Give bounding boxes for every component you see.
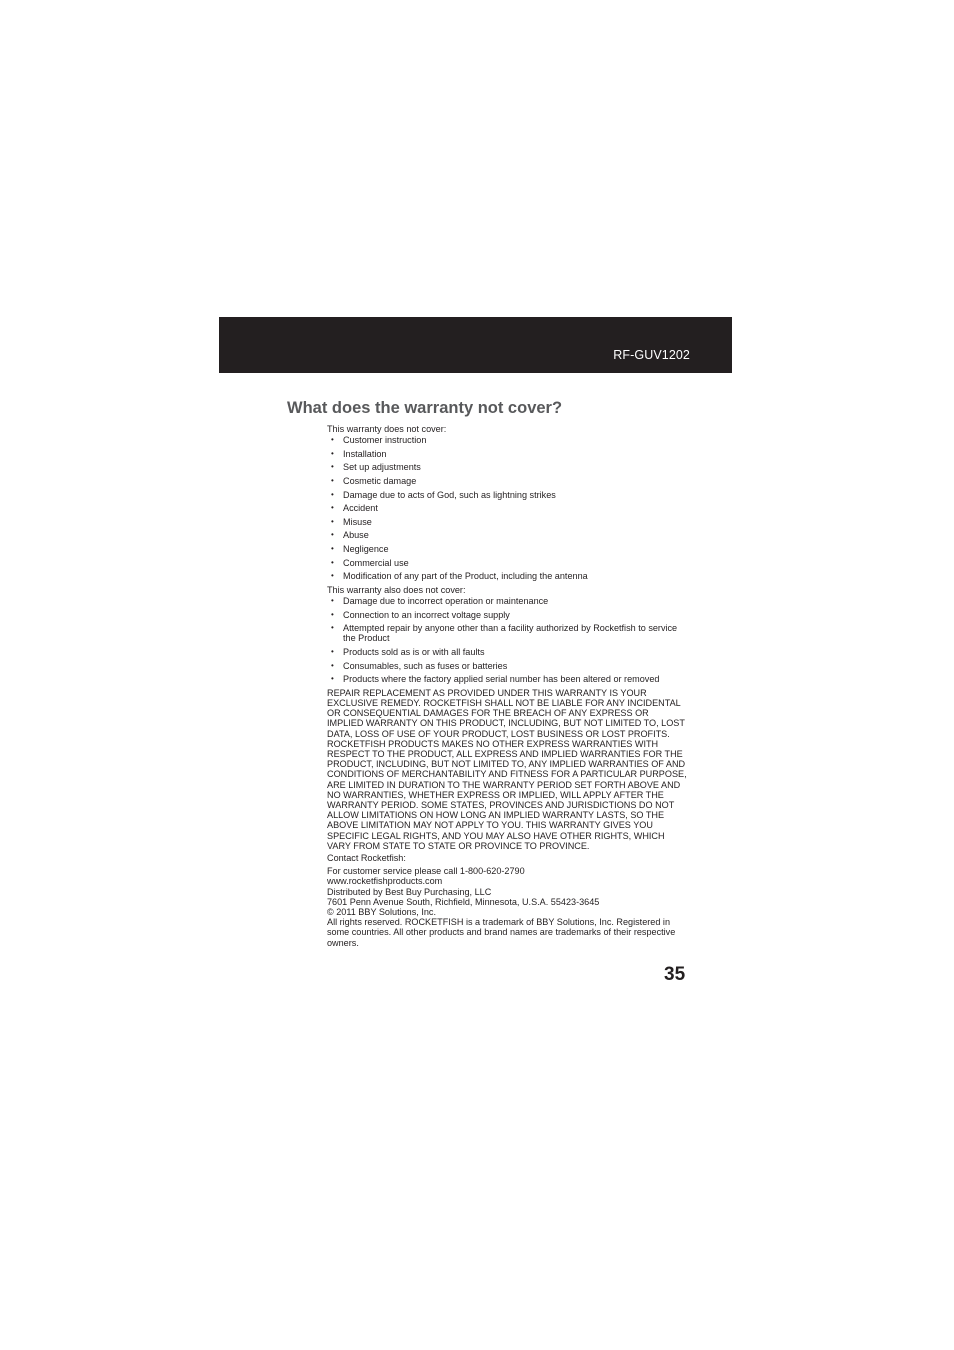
page-number: 35 — [664, 964, 686, 985]
not-covered-list — [327, 435, 687, 581]
list-item: • Products where the factory applied serial number has been altered or removed — [327, 674, 687, 684]
list-item: • Damage due to acts of God, such as lightning strikes — [327, 490, 687, 500]
list-item: • Set up adjustments — [327, 462, 687, 472]
list-item: • Commercial use — [327, 558, 687, 568]
list-item: • Customer instruction — [327, 435, 687, 445]
intro-also-not-covered: This warranty also does not cover: — [327, 584, 466, 595]
address-line: 7601 Penn Avenue South, Richfield, Minnesota, U.S.A. 55423-3645 — [327, 896, 600, 907]
list-item: • Modification of any part of the Product, including the antenna — [327, 571, 687, 581]
list-item: • Installation — [327, 449, 687, 459]
list-item: • Attempted repair by anyone other than a facility authorized by Rocketfish to service the Product — [327, 623, 687, 643]
list-item: • Consumables, such as fuses or batteries — [327, 661, 687, 671]
list-item: • Cosmetic damage — [327, 476, 687, 486]
also-not-covered-list — [327, 596, 687, 684]
list-item: • Negligence — [327, 544, 687, 554]
list-item: • Abuse — [327, 530, 687, 540]
intro-not-covered: This warranty does not cover: — [327, 424, 447, 434]
trademark-notice: All rights reserved. ROCKETFISH is a trademark of BBY Solutions, Inc. Registered in some countries. All other products and brand names are trademarks of their respective owners. — [327, 917, 676, 948]
warranty-content — [327, 424, 687, 948]
list-item: • Damage due to incorrect operation or maintenance — [327, 596, 687, 606]
customer-service-line: For customer service please call 1-800-620-2790 — [327, 866, 525, 877]
list-item: • Products sold as is or with all faults — [327, 647, 687, 657]
page-title: What does the warranty not cover? — [287, 399, 563, 417]
website-link[interactable]: www.rocketfishproducts.com — [327, 876, 443, 887]
contact-label: Contact Rocketfish: — [327, 852, 406, 863]
header-bar — [219, 317, 732, 373]
model-number: RF-GUV1202 — [613, 348, 690, 362]
legal-disclaimer: REPAIR REPLACEMENT AS PROVIDED UNDER THIS WARRANTY IS YOUR EXCLUSIVE REMEDY. ROCKETFISH SHALL NOT BE LIABLE FOR ANY INCIDENTAL OR CONSEQUENTIAL DAMAGES FOR THE BREACH OF ANY EXPRESS OR IMPLIED WARRANTY ON THIS PRODUCT, INCLUDING, BUT NOT LIMITED TO, LOST DATA, LOSS OF USE OF YOUR PRODUCT, LOST BUSINESS OR LOST PROFITS. ROCKETFISH PRODUCTS MAKES NO OTHER EXPRESS WARRANTIES WITH RESPECT TO THE PRODUCT, ALL EXPRESS AND IMPLIED WARRANTIES FOR THE PRODUCT, INCLUDING, BUT NOT LIMITED TO, ANY IMPLIED WARRANTIES OF AND CONDITIONS OF MERCHANTABILITY AND FITNESS FOR A PARTICULAR PURPOSE, ARE LIMITED IN DURATION TO THE WARRANTY PERIOD SET FORTH ABOVE AND NO WARRANTIES, WHETHER EXPRESS OR IMPLIED, WILL APPLY AFTER THE WARRANTY PERIOD. SOME STATES, PROVINCES AND JURISDICTIONS DO NOT ALLOW LIMITATIONS ON HOW LONG AN IMPLIED WARRANTY LASTS, SO THE ABOVE LIMITATION MAY NOT APPLY TO YOU. THIS WARRANTY GIVES YOU SPECIFIC LEGAL RIGHTS, AND YOU MAY ALSO HAVE OTHER RIGHTS, WHICH VARY FROM STATE TO STATE OR PROVINCE TO PROVINCE. — [327, 687, 687, 851]
list-item: • Connection to an incorrect voltage supply — [327, 610, 687, 620]
list-item: • Accident — [327, 503, 687, 513]
copyright-line: © 2011 BBY Solutions, Inc. — [327, 906, 436, 917]
list-item: • Misuse — [327, 517, 687, 527]
distributor-line: Distributed by Best Buy Purchasing, LLC — [327, 886, 492, 897]
